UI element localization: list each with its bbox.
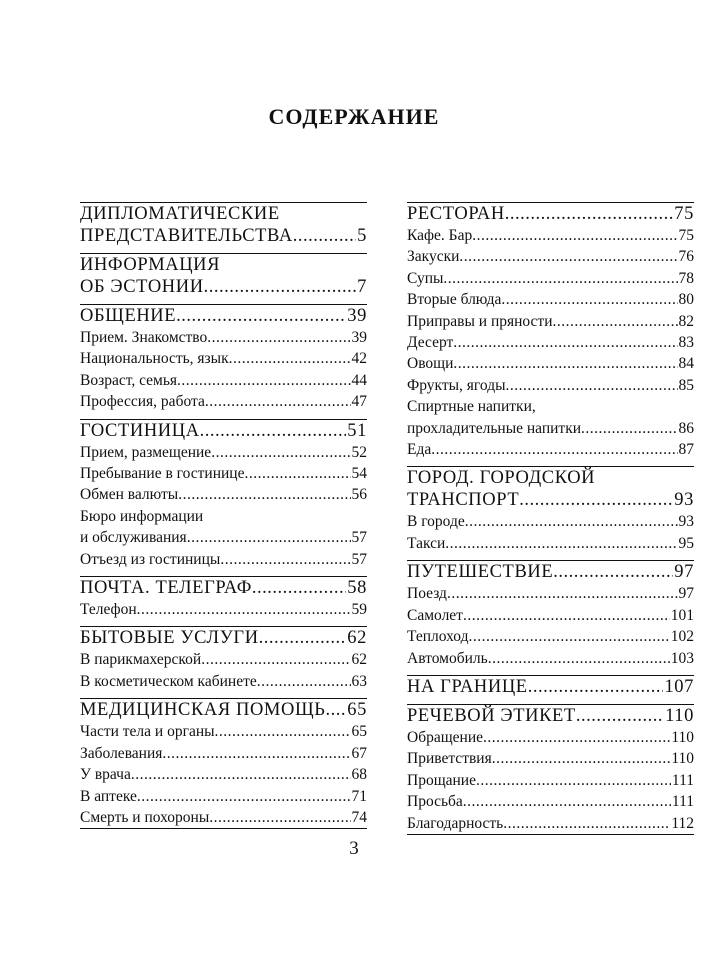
toc-entry-label: Профессия, работа (80, 393, 205, 411)
dot-leader (209, 807, 350, 828)
toc-entry-line (407, 467, 694, 489)
dot-leader (257, 671, 351, 692)
toc-subsection (407, 311, 694, 332)
toc-entry-label: У врача (80, 766, 131, 784)
toc-entry-page: 67 (351, 744, 367, 762)
toc-entry (80, 627, 367, 649)
toc-entry-label: прохладительные напитки (407, 419, 582, 437)
toc-entry (407, 203, 694, 225)
toc-entry-label: Овощи (407, 355, 454, 373)
toc-section (80, 203, 367, 247)
toc-entry (407, 418, 694, 439)
dot-leader (431, 439, 677, 460)
toc-entry-label: Прощание (407, 771, 476, 789)
dot-leader (483, 727, 670, 748)
toc-entry-page: 65 (347, 700, 367, 721)
toc-entry-label: Смерть и похороны (80, 808, 210, 826)
dot-leader (505, 203, 674, 225)
toc-entry-label: В косметическом кабинете (80, 672, 257, 690)
dot-leader (137, 599, 351, 620)
toc-right-column (407, 202, 694, 835)
toc-entry (80, 484, 367, 505)
toc-entry-page: 59 (351, 601, 367, 619)
toc-section (407, 561, 694, 583)
toc-subsection (407, 511, 694, 532)
dot-leader (187, 527, 351, 548)
dot-leader (463, 791, 671, 812)
toc-entry (80, 577, 367, 599)
toc-entry-page: 62 (351, 651, 367, 669)
toc-entry-page: 84 (678, 355, 694, 373)
toc-subsection (407, 583, 694, 604)
toc-entry-label: ГОСТИНИЦА (80, 420, 200, 441)
toc-entry-label: МЕДИЦИНСКАЯ ПОМОЩЬ (80, 700, 326, 721)
toc-subsection (407, 353, 694, 374)
toc-entry-page: 75 (678, 227, 694, 244)
dot-leader (476, 770, 671, 791)
toc-entry-page: 39 (347, 306, 367, 326)
toc-subsection (80, 807, 367, 828)
column-bottom-rule (407, 834, 694, 835)
dot-leader (178, 484, 350, 505)
toc-entry-page: 93 (678, 513, 694, 531)
toc-entry (80, 348, 367, 369)
toc-entry-label: ТРАНСПОРТ (407, 490, 520, 511)
dot-leader (465, 511, 678, 532)
dot-leader (472, 225, 677, 246)
dot-leader (200, 420, 347, 442)
toc-entry-label: В парикмахерской (80, 651, 202, 669)
dot-leader (576, 705, 664, 727)
toc-subsection (80, 484, 367, 505)
toc-entry (407, 353, 694, 374)
toc-subsection (407, 791, 694, 812)
toc-subsection (407, 268, 694, 289)
toc-entry-page: 97 (674, 562, 694, 583)
toc-entry-page: 85 (678, 376, 694, 394)
dot-leader (207, 327, 350, 348)
toc-entry (80, 527, 367, 548)
toc-entry-page: 80 (678, 291, 694, 309)
toc-subsection (80, 599, 367, 620)
toc-subsection (407, 225, 694, 246)
dot-leader (211, 442, 350, 463)
toc-entry-label: Супы (407, 269, 444, 287)
toc-entry-line (407, 396, 694, 417)
toc-entry-label: Просьба (407, 793, 463, 811)
toc-entry (407, 511, 694, 532)
toc-entry-page: 62 (347, 628, 367, 649)
dot-leader (259, 627, 347, 649)
toc-section (407, 467, 694, 511)
dot-leader (553, 561, 673, 583)
toc-subsection (407, 332, 694, 353)
toc-entry-label: БЫТОВЫЕ УСЛУГИ (80, 628, 259, 649)
toc-entry-label-line: ГОРОД. ГОРОДСКОЙ (407, 468, 596, 489)
toc-entry (407, 489, 694, 511)
toc-entry-page: 103 (670, 649, 694, 667)
toc-subsection (407, 748, 694, 769)
toc-entry-page: 74 (351, 808, 367, 826)
toc-section (80, 699, 367, 721)
toc-entry-label: ОБЩЕНИЕ (80, 306, 177, 326)
toc-entry-label: Фрукты, ягоды (407, 376, 506, 394)
toc-entry (407, 246, 694, 267)
toc-entry (407, 533, 694, 554)
dot-leader (581, 418, 677, 439)
toc-entry (80, 699, 367, 721)
toc-entry-label-line: ИНФОРМАЦИЯ (80, 255, 221, 275)
dot-leader (447, 583, 678, 604)
toc-entry-page: 51 (347, 420, 367, 441)
toc-entry (80, 370, 367, 391)
toc-entry-line (80, 203, 367, 225)
toc-entry (80, 764, 367, 785)
toc-entry-page: 110 (671, 750, 694, 768)
toc-entry-page: 54 (351, 465, 367, 483)
toc-entry-page: 39 (351, 329, 367, 346)
toc-entry-label: Вторые блюда (407, 291, 502, 309)
toc-entry-page: 71 (351, 787, 367, 805)
toc-entry-page: 44 (351, 371, 367, 389)
toc-entry-page: 97 (678, 585, 694, 603)
dot-leader (244, 463, 350, 484)
toc-entry-page: 110 (671, 728, 694, 746)
toc-subsection (80, 506, 367, 549)
toc-subsection (80, 671, 367, 692)
toc-entry-page: 111 (671, 793, 694, 811)
dot-leader (325, 699, 346, 721)
toc-subsection (407, 246, 694, 267)
toc-entry-page: 63 (351, 672, 367, 690)
dot-leader (528, 676, 664, 698)
toc-entry (80, 442, 367, 463)
toc-entry (80, 721, 367, 742)
toc-entry-page: 47 (351, 393, 367, 411)
toc-entry-page: 95 (678, 534, 694, 552)
toc-section (80, 627, 367, 649)
toc-subsection (80, 721, 367, 742)
toc-entry (80, 671, 367, 692)
toc-entry-label: Автомобиль (407, 649, 488, 667)
dot-leader (229, 348, 351, 369)
toc-entry-page: 75 (674, 204, 694, 224)
dot-leader (220, 549, 350, 570)
toc-entry-page: 57 (351, 550, 367, 568)
toc-entry-label: Теплоход (407, 628, 469, 646)
dot-leader (519, 489, 673, 511)
toc-entry-label: Поезд (407, 585, 447, 603)
toc-entry-page: 110 (665, 705, 694, 726)
dot-leader (162, 743, 350, 764)
toc-subsection (407, 727, 694, 748)
toc-entry-label: Еда (407, 441, 432, 459)
toc-entry-label: Прием, размещение (80, 443, 212, 461)
toc-entry-label: В аптеке (80, 787, 137, 805)
toc-entry-label: РЕЧЕВОЙ ЭТИКЕТ (407, 705, 576, 726)
toc-entry (80, 743, 367, 764)
toc-entry-label: Обмен валюты (80, 486, 179, 504)
dot-leader (501, 289, 677, 310)
toc-entry (80, 327, 367, 348)
toc-entry-page: 57 (351, 529, 367, 547)
toc-entry-label: НА ГРАНИЦЕ (407, 676, 528, 697)
dot-leader (131, 764, 351, 785)
dot-leader (252, 577, 346, 599)
toc-entry-label: Такси (407, 534, 446, 552)
toc-section (407, 705, 694, 727)
toc-entry (80, 549, 367, 570)
toc-entry-page: 68 (351, 766, 367, 784)
toc-entry (407, 727, 694, 748)
toc-subsection (407, 533, 694, 554)
toc-entry (407, 676, 694, 698)
toc-subsection (407, 396, 694, 439)
toc-entry (407, 770, 694, 791)
toc-entry-page: 112 (671, 814, 694, 832)
toc-entry-line (80, 506, 367, 527)
toc-subsection (80, 786, 367, 807)
toc-entry (407, 626, 694, 647)
toc-entry-page: 83 (678, 334, 694, 352)
dot-leader (492, 748, 671, 769)
toc-section (80, 420, 367, 442)
toc-subsection (80, 743, 367, 764)
toc-entry-line (80, 254, 367, 276)
toc-entry-label: Прием. Знакомство (80, 329, 208, 346)
toc-entry-page: 87 (678, 441, 694, 459)
toc-entry-label: Обращение (407, 728, 483, 746)
toc-entry-label: Возраст, семья (80, 371, 178, 389)
toc-entry (407, 561, 694, 583)
toc-entry-page: 102 (670, 628, 694, 646)
page-number: 3 (349, 838, 359, 859)
toc-entry (407, 311, 694, 332)
toc-entry (80, 807, 367, 828)
toc-section (80, 254, 367, 298)
toc-section (80, 305, 367, 327)
toc-subsection (407, 605, 694, 626)
toc-section (80, 577, 367, 599)
toc-subsection (407, 439, 694, 460)
toc-list-left (80, 203, 367, 828)
toc-entry-page: 78 (678, 269, 694, 287)
toc-entry (407, 289, 694, 310)
toc-entry (80, 305, 367, 327)
toc-entry-page: 93 (674, 490, 694, 511)
toc-entry-page: 76 (678, 248, 694, 266)
toc-subsection (407, 770, 694, 791)
toc-entry (80, 276, 367, 298)
toc-entry (80, 786, 367, 807)
toc-entry-label: ПУТЕШЕСТВИЕ (407, 562, 554, 583)
toc-subsection (407, 813, 694, 834)
toc-subsection (80, 764, 367, 785)
toc-entry-label: Приправы и пряности (407, 312, 553, 330)
dot-leader (205, 391, 351, 412)
toc-entry-label: Десерт (407, 334, 454, 352)
toc-entry (80, 420, 367, 442)
toc-entry-label: Кафе. Бар (407, 227, 473, 244)
toc-entry (80, 391, 367, 412)
toc-entry-label: Телефон (80, 601, 137, 619)
toc-subsection (407, 289, 694, 310)
dot-leader (488, 648, 670, 669)
dot-leader (201, 649, 350, 670)
dot-leader (215, 721, 351, 742)
toc-entry-page: 111 (671, 771, 694, 789)
toc-subsection (407, 648, 694, 669)
toc-entry-page: 58 (347, 578, 367, 599)
dot-leader (469, 626, 670, 647)
toc-subsection (80, 391, 367, 412)
dot-leader (443, 268, 677, 289)
toc-entry (80, 463, 367, 484)
toc-subsection (80, 348, 367, 369)
toc-entry-label: Отъезд из гостиницы (80, 550, 221, 568)
toc-subsection (80, 442, 367, 463)
toc-entry-label-line: ДИПЛОМАТИЧЕСКИЕ (80, 204, 280, 224)
toc-entry-label: Приветствия (407, 750, 492, 768)
toc-entry-page: 101 (670, 606, 694, 624)
toc-entry-label: Самолет (407, 606, 463, 624)
toc-entry-label: Пребывание в гостинице (80, 465, 245, 483)
dot-leader (463, 605, 670, 626)
toc-entry (407, 648, 694, 669)
toc-list-right (407, 203, 694, 834)
dot-leader (137, 786, 351, 807)
toc-entry-page: 7 (357, 277, 367, 297)
toc-entry (407, 439, 694, 460)
toc-entry (407, 813, 694, 834)
dot-leader (204, 276, 356, 298)
toc-entry (80, 225, 367, 247)
toc-entry-label: и обслуживания (80, 529, 187, 547)
toc-entry-label: ПОЧТА. ТЕЛЕГРАФ (80, 578, 252, 599)
toc-entry-label: Заболевания (80, 744, 163, 762)
toc-entry-page: 86 (678, 419, 694, 437)
toc-subsection (80, 549, 367, 570)
toc-entry-label: Благодарность (407, 814, 504, 832)
page-title: СОДЕРЖАНИЕ (268, 104, 440, 129)
toc-entry (407, 268, 694, 289)
toc-subsection (80, 649, 367, 670)
dot-leader (293, 225, 356, 247)
toc-entry-page: 65 (351, 723, 367, 741)
toc-entry (407, 605, 694, 626)
toc-entry-page: 52 (351, 443, 367, 461)
dot-leader (453, 353, 677, 374)
toc-entry-label: Национальность, язык (80, 350, 229, 368)
dot-leader (176, 305, 346, 327)
toc-entry (407, 225, 694, 246)
toc-entry-label: ПРЕДСТАВИТЕЛЬСТВА (80, 226, 293, 246)
toc-entry (407, 748, 694, 769)
toc-entry-label: РЕСТОРАН (407, 204, 505, 224)
toc-entry (407, 583, 694, 604)
toc-subsection (80, 463, 367, 484)
toc-entry (407, 791, 694, 812)
toc-entry-label: Части тела и органы (80, 723, 215, 741)
toc-entry-page: 82 (678, 312, 694, 330)
toc-left-column (80, 202, 367, 829)
dot-leader (553, 311, 678, 332)
toc-entry-page: 42 (351, 350, 367, 368)
toc-entry (80, 599, 367, 620)
toc-entry (407, 705, 694, 727)
toc-entry-page: 56 (351, 486, 367, 504)
dot-leader (503, 813, 670, 834)
dot-leader (453, 332, 677, 353)
dot-leader (459, 246, 677, 267)
toc-entry-label-line: Спиртные напитки, (407, 398, 536, 416)
toc-entry-page: 5 (357, 226, 367, 246)
toc-entry-label-line: Бюро информации (80, 507, 204, 525)
dot-leader (506, 375, 678, 396)
toc-subsection (80, 327, 367, 348)
dot-leader (445, 533, 677, 554)
toc-entry-label: Закуски (407, 248, 460, 266)
toc-section (407, 203, 694, 225)
column-bottom-rule (80, 828, 367, 829)
toc-entry (407, 332, 694, 353)
toc-entry-label: В городе (407, 513, 465, 531)
toc-subsection (407, 626, 694, 647)
dot-leader (177, 370, 350, 391)
toc-entry (80, 649, 367, 670)
toc-entry (407, 375, 694, 396)
toc-entry-label: ОБ ЭСТОНИИ (80, 277, 204, 297)
toc-subsection (80, 370, 367, 391)
toc-entry-page: 107 (664, 676, 694, 697)
toc-section (407, 676, 694, 698)
toc-subsection (407, 375, 694, 396)
